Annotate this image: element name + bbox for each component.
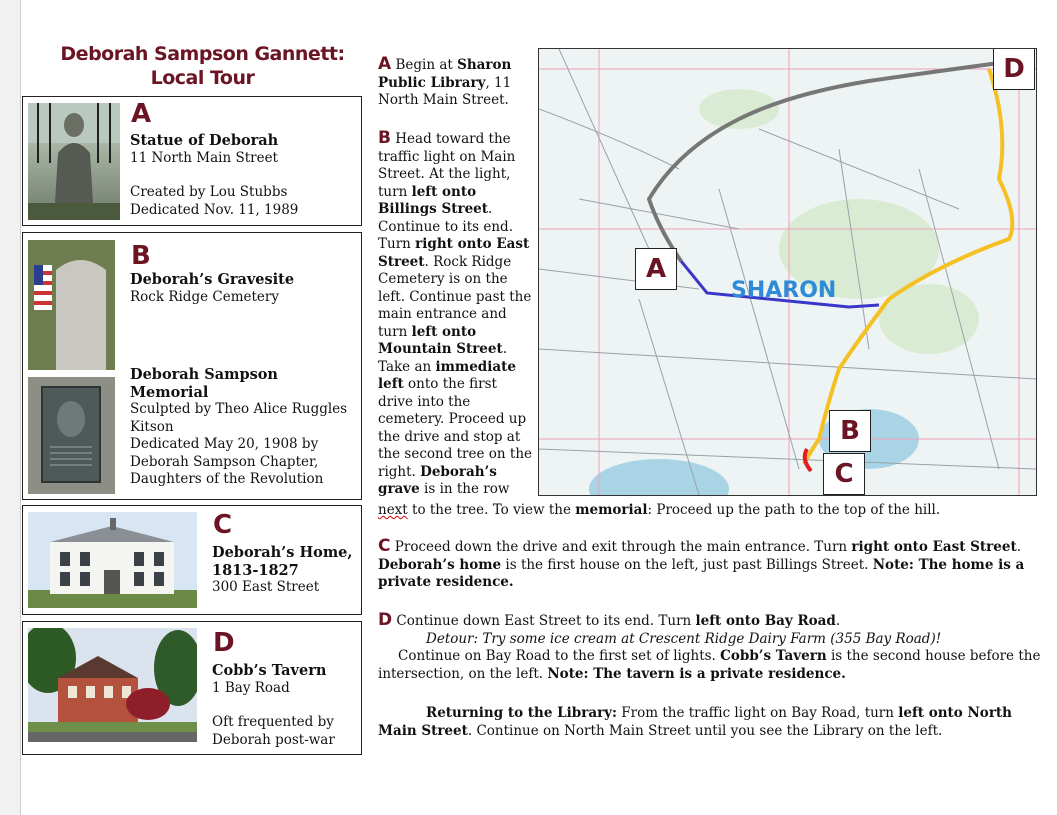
direction-b-continued: next to the tree. To view the memorial: Proceed up the path to the top of the hill.	[378, 502, 941, 518]
stop-b-letter: B	[131, 241, 151, 271]
stop-a-text	[130, 132, 355, 219]
direction-c: C Proceed down the drive and exit through the main entrance. Turn right onto East Street. Deborah’s home is the first house on the left, just past Billings Street. Note: The home is a private residence.	[378, 536, 1025, 590]
stop-d-address: 1 Bay Road	[212, 679, 290, 696]
stop-c-card	[22, 505, 362, 615]
stop-d-letter: D	[213, 628, 235, 658]
memorial-photo	[28, 377, 115, 494]
direction-d: D Continue down East Street to its end. Turn left onto Bay Road. Detour: Try some ice cream at Crescent Ridge Dairy Farm (355 Bay Road)! Continue on Bay Road to the first set of lights. Cobb’s Tavern is the second house before the intersection, on the left. Note: The tavern is a private residence.	[378, 612, 1043, 683]
stop-d-card	[22, 621, 362, 755]
title-line-2: Local Tour	[150, 67, 255, 89]
home-photo	[28, 512, 197, 608]
page-title	[40, 42, 365, 90]
stop-b-text	[130, 271, 355, 306]
map-marker-d[interactable]: D	[993, 48, 1035, 90]
stop-c-letter: C	[213, 510, 233, 540]
stop-a-card	[22, 96, 362, 226]
direction-b: B Head toward the traffic light on Main Street. At the light, turn left onto Billings Street. Continue to its end. Turn right onto East Street. Rock Ridge Cemetery is on the left. Continue past the main entrance and turn left onto Mountain Street. Take an immediate left onto the first drive into the cemetery. Proceed up the drive and stop at the second tree on the right. Deborah’s grave is in the row	[378, 128, 533, 497]
map-marker-c[interactable]: C	[823, 453, 865, 495]
return-directions: Returning to the Library: From the traffic light on Bay Road, turn left onto North Main Street. Continue on North Main Street until you see the Library on the left.	[378, 705, 1012, 739]
route-map[interactable]	[538, 48, 1037, 496]
memorial-text	[130, 366, 355, 489]
gravestone-image	[28, 240, 115, 370]
statue-image	[28, 103, 120, 220]
tavern-photo	[28, 628, 197, 742]
statue-photo	[28, 103, 120, 220]
map-marker-a[interactable]: A	[635, 248, 677, 290]
stop-b-name: Deborah’s Gravesite	[130, 271, 295, 288]
stop-a-note-1: Created by Lou Stubbs	[130, 184, 288, 200]
direction-b-letter: B	[378, 128, 391, 148]
map-marker-b[interactable]: B	[829, 410, 871, 452]
stop-c-name: Deborah’s Home, 1813-1827	[212, 544, 353, 579]
stop-d-note: Oft frequented by Deborah post-war	[212, 714, 335, 748]
stop-a-note-2: Dedicated Nov. 11, 1989	[130, 201, 299, 218]
house-image	[28, 512, 197, 608]
gravesite-photo	[28, 240, 115, 370]
map-town-label: SHARON	[731, 278, 837, 303]
stop-d-name: Cobb’s Tavern	[212, 662, 327, 679]
memorial-name: Deborah Sampson Memorial	[130, 366, 278, 401]
stop-a-address: 11 North Main Street	[130, 149, 278, 166]
stop-c-text	[212, 544, 357, 597]
tavern-image	[28, 628, 197, 742]
direction-d-letter: D	[378, 610, 393, 630]
detour-note: Detour: Try some ice cream at Crescent Ridge Dairy Farm (355 Bay Road)!	[426, 630, 942, 647]
memorial-line-1: Sculpted by Theo Alice Ruggles Kitson	[130, 401, 348, 435]
direction-a-letter: A	[378, 54, 392, 74]
memorial-line-2: Dedicated May 20, 1908 by Deborah Sampson Chapter, Daughters of the Revolution	[130, 436, 324, 487]
direction-a: A Begin at Sharon Public Library, 11 North Main Street.	[378, 54, 512, 108]
memorial-plaque-image	[28, 377, 115, 494]
direction-c-letter: C	[378, 536, 391, 556]
map-graphic	[539, 49, 1036, 495]
stop-b-address: Rock Ridge Cemetery	[130, 288, 279, 305]
stop-a-name: Statue of Deborah	[130, 132, 279, 149]
stop-a-letter: A	[131, 99, 152, 129]
stop-c-address: 300 East Street	[212, 579, 320, 595]
page-margin	[0, 0, 21, 815]
stop-d-text	[212, 662, 357, 749]
stop-b-card	[22, 232, 362, 500]
title-line-1: Deborah Sampson Gannett:	[60, 43, 345, 65]
